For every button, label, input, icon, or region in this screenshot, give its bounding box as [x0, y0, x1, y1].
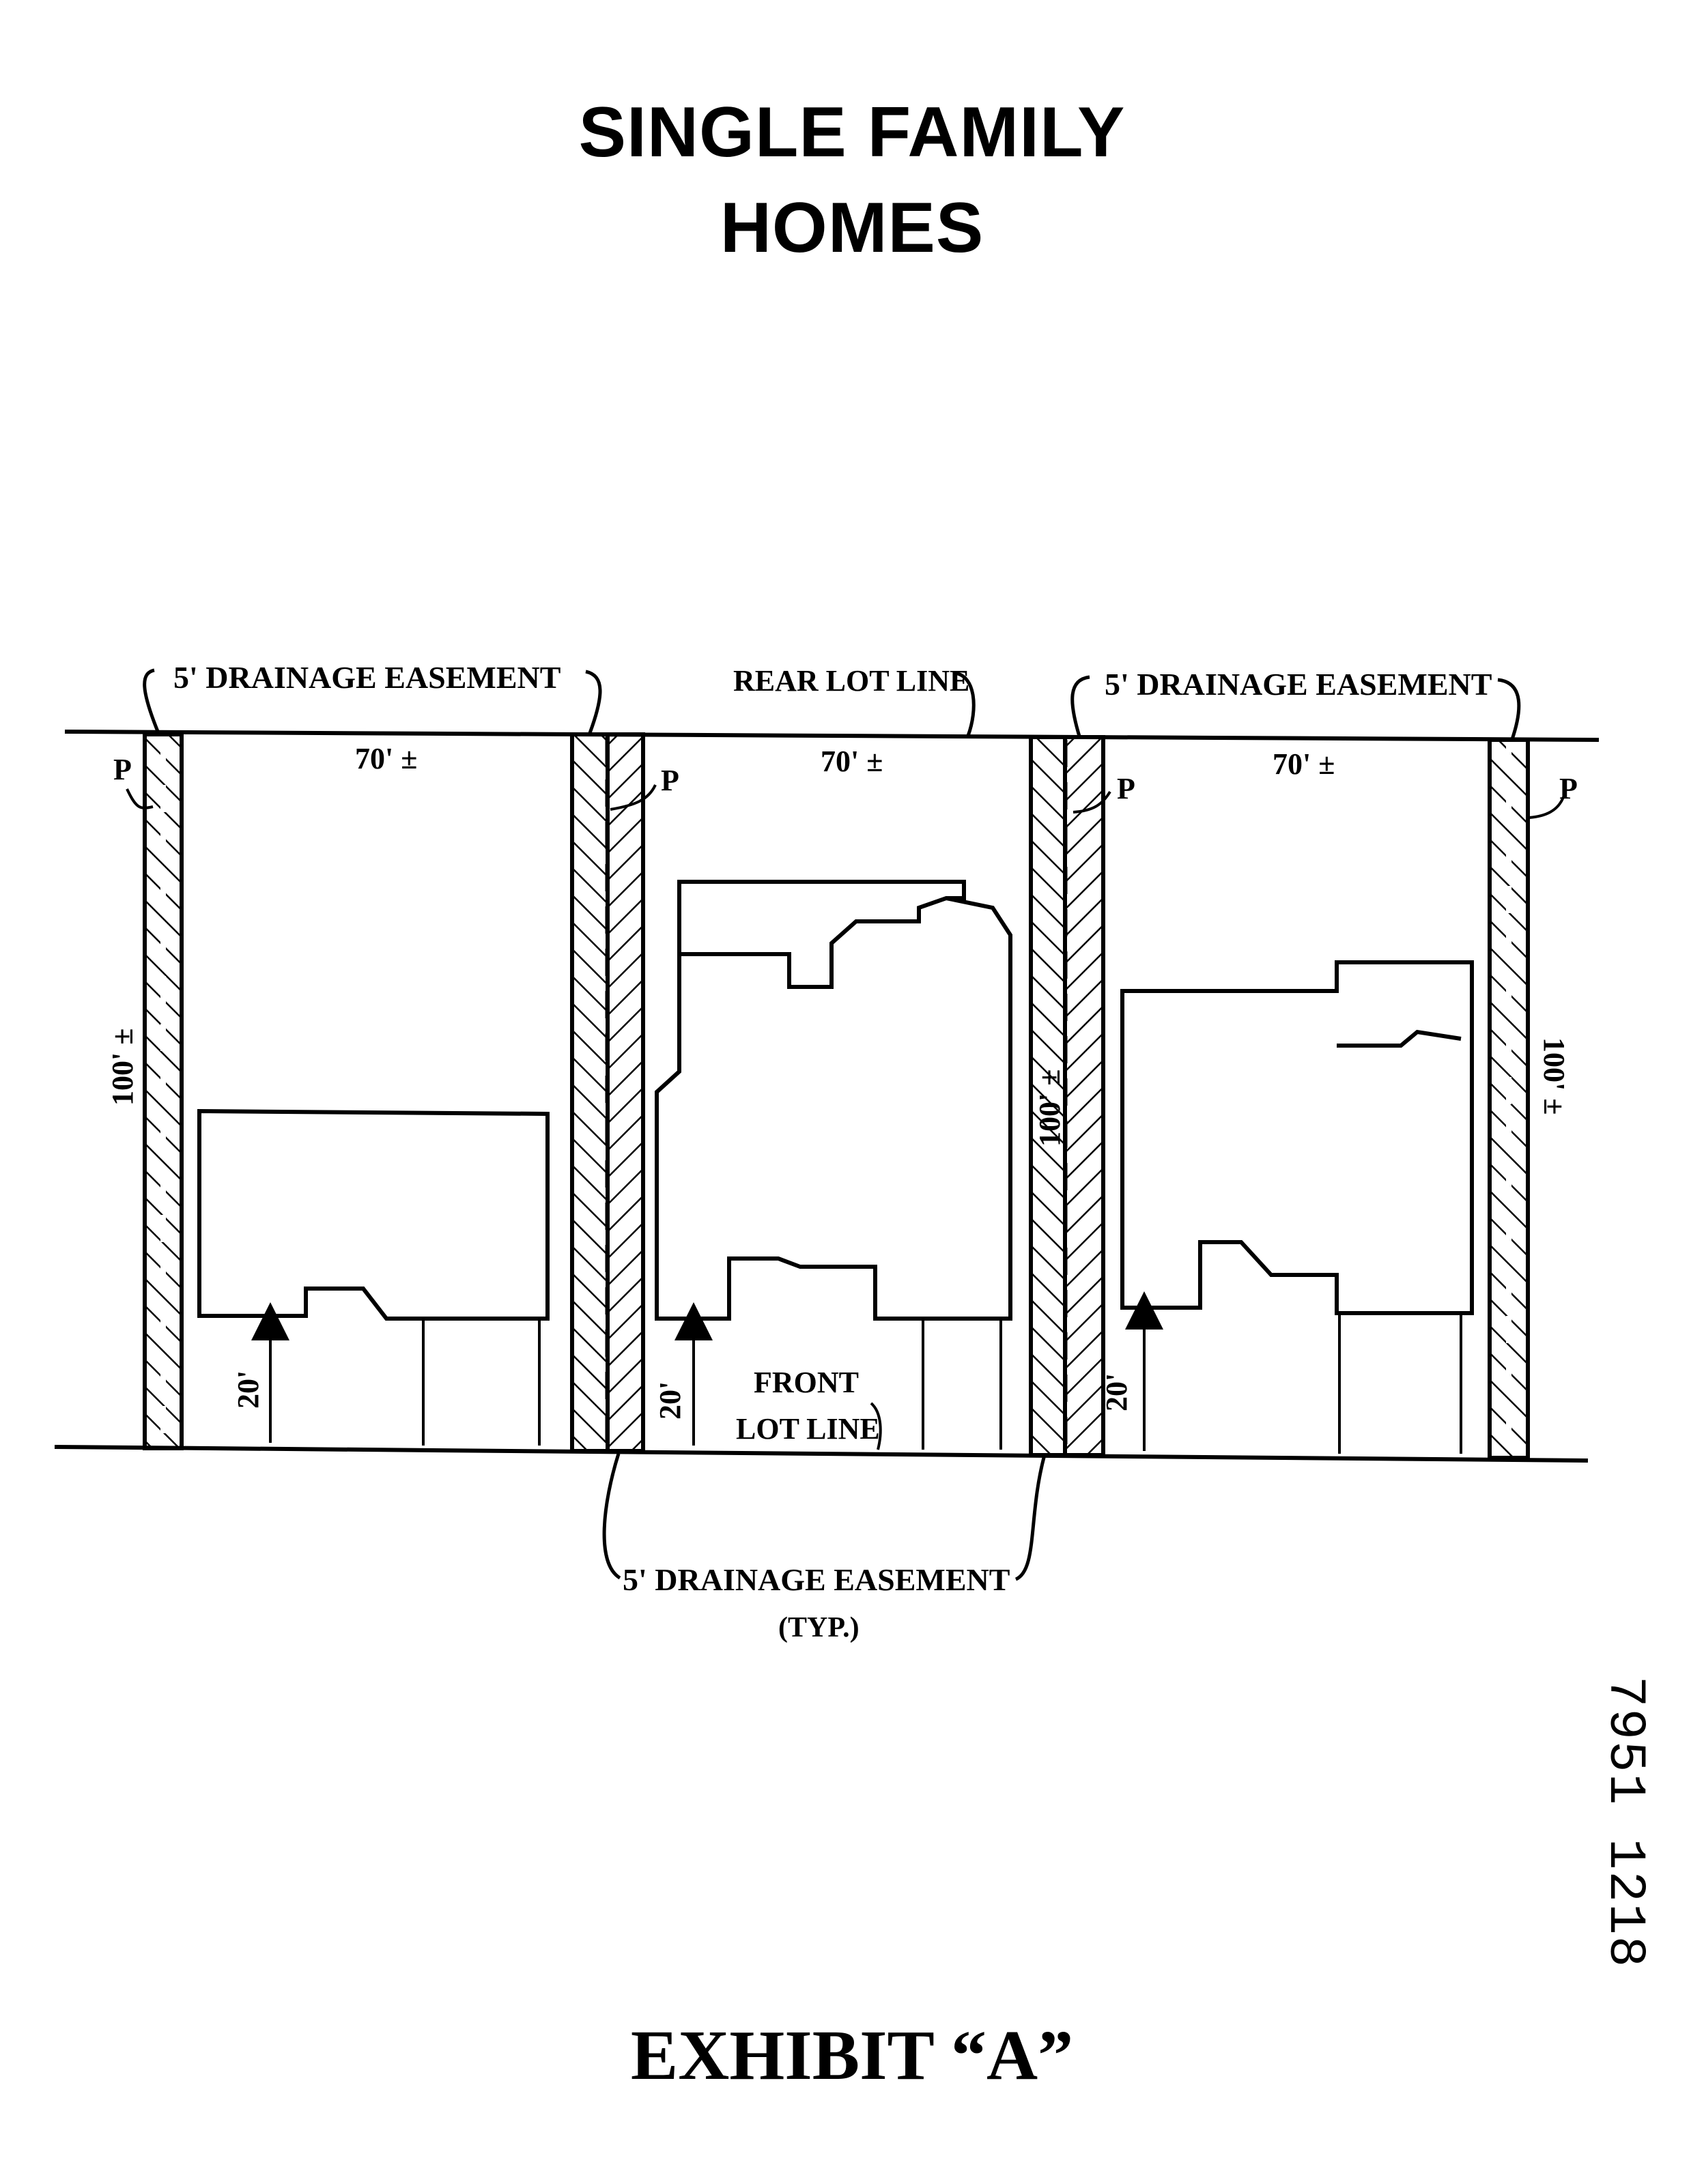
title-line-2: HOMES — [720, 188, 984, 268]
lot-depth-label-2: 100' ± — [1033, 1069, 1066, 1147]
front-lot-line-label-2: LOT LINE — [736, 1412, 880, 1446]
lot-width-label-3: 70' ± — [1273, 747, 1335, 781]
easement-strip-2b — [608, 734, 643, 1451]
setback-label-2: 20' — [653, 1381, 687, 1420]
front-lot-line-label-1: FRONT — [754, 1366, 859, 1399]
exhibit-label: EXHIBIT “A” — [630, 2016, 1074, 2095]
lot-width-label-1: 70' ± — [355, 742, 418, 775]
easement-label-top-left: 5' DRAINAGE EASEMENT — [173, 660, 561, 695]
easement-strip-2a — [572, 734, 608, 1451]
easement-typ-label-1: 5' DRAINAGE EASEMENT — [623, 1562, 1010, 1597]
lot-depth-label-1: 100' ± — [106, 1028, 139, 1106]
easement-strip-3b — [1065, 737, 1103, 1455]
rear-lot-line-label: REAR LOT LINE — [733, 664, 970, 698]
easement-typ-label-2: (TYP.) — [778, 1612, 860, 1643]
lot-depth-label-3: 100' ± — [1537, 1037, 1571, 1115]
setback-label-3: 20' — [1100, 1373, 1133, 1411]
property-line-symbol-3: P — [1117, 772, 1135, 805]
property-line-symbol-4: P — [1559, 772, 1578, 805]
front-lot-line — [55, 1447, 1588, 1461]
document-number: 7951 1218 — [1595, 1676, 1654, 1969]
house-2-outline — [679, 882, 964, 987]
lot-width-label-2: 70' ± — [821, 745, 883, 778]
title-line-1: SINGLE FAMILY — [578, 93, 1126, 172]
property-line-symbol-1: P — [113, 753, 132, 786]
property-line-symbol-2: P — [661, 764, 679, 797]
setback-label-1: 20' — [231, 1370, 265, 1409]
rear-lot-line — [65, 732, 1599, 740]
easement-label-top-right: 5' DRAINAGE EASEMENT — [1105, 667, 1492, 702]
house-1-outline — [199, 1111, 548, 1319]
house-3-outline — [1122, 962, 1472, 1313]
